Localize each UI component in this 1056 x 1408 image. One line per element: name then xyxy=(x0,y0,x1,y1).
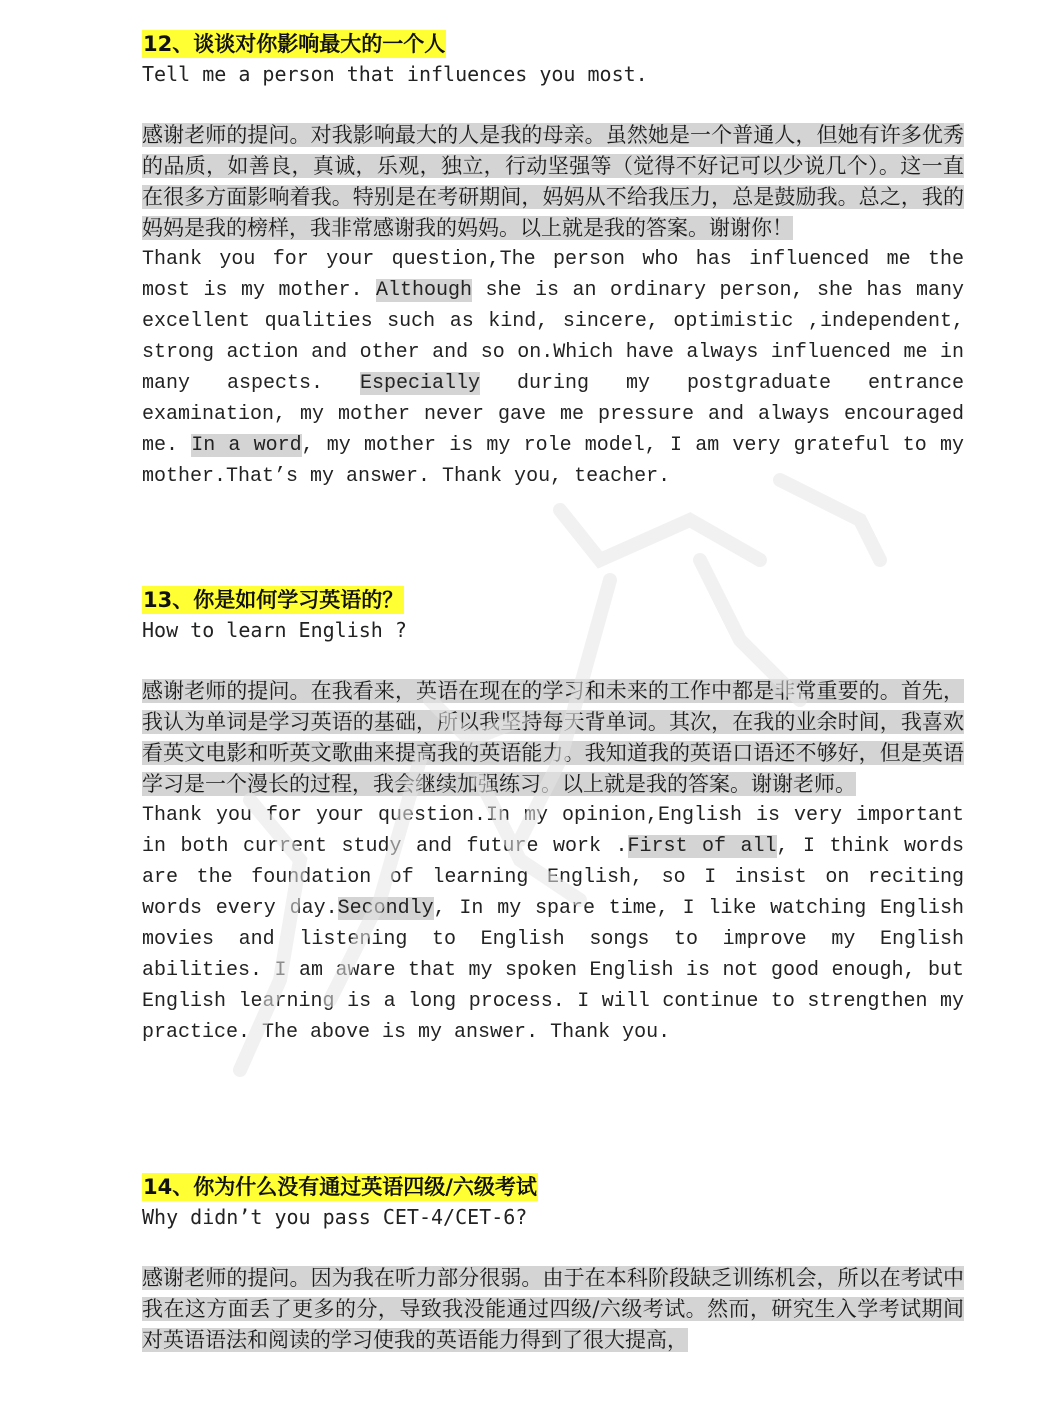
section-13 xyxy=(142,586,964,1048)
chinese-answer-text: 感谢老师的提问。因为我在听力部分很弱。由于在本科阶段缺乏训练机会，所以在考试中我在这方面丢了更多的分，导致我没能通过四级/六级考试。然而，研究生入学考试期间对英语语法和阅读的学习使我的英语能力得到了很大提高， xyxy=(142,1266,964,1352)
english-text: , In my spare time, I like watching English movies and listening to English songs to improve my English abilities. I am aware that my spoken English is not good enough, but English learning is a long process. I will continue to strengthen my practice. The above is my answer. Thank you. xyxy=(142,897,964,1044)
watermark-stroke xyxy=(780,480,880,560)
section-14 xyxy=(142,1173,964,1356)
english-text: Thank you for your question,The person who has influenced me the most is my mother. xyxy=(142,248,964,302)
chinese-answer xyxy=(142,1263,964,1356)
section-heading: 12、谈谈对你影响最大的一个人 xyxy=(143,32,446,56)
section-question: Why didn’t you pass CET-4/CET-6? xyxy=(142,1205,528,1229)
highlighted-phrase: Although xyxy=(376,279,473,302)
section-question: Tell me a person that influences you most. xyxy=(142,62,648,86)
chinese-answer xyxy=(142,676,964,800)
english-answer xyxy=(142,800,964,1048)
section-12 xyxy=(142,30,964,492)
watermark-stroke xyxy=(560,510,760,560)
english-text: she is an ordinary person, she has many excellent qualities such as kind, sincere, optimistic ,independent, strong action and other and so on.Which have always influenced me in many aspects. xyxy=(142,279,964,395)
english-answer xyxy=(142,244,964,492)
chinese-answer xyxy=(142,120,964,244)
highlighted-phrase: In a word xyxy=(191,434,302,457)
english-text: , I think words are the foundation of learning English, so I insist on reciting words every day. xyxy=(142,835,964,920)
english-text: Thank you for your question.In my opinion,English is very important in both current study and future work . xyxy=(142,804,964,858)
highlighted-phrase: Especially xyxy=(360,372,481,395)
english-text: during my postgraduate entrance examination, my mother never gave me pressure and always encouraged me. xyxy=(142,372,965,457)
section-question: How to learn English ? xyxy=(142,618,407,642)
section-heading: 13、你是如何学习英语的？ xyxy=(143,588,404,612)
english-text: , my mother is my role model, I am very grateful to my mother.That’s my answer. Thank you, teacher. xyxy=(142,434,964,488)
chinese-answer-text: 感谢老师的提问。对我影响最大的人是我的母亲。虽然她是一个普通人，但她有许多优秀的品质，如善良，真诚，乐观，独立，行动坚强等（觉得不好记可以少说几个）。这一直在很多方面影响着我。特别是在考研期间，妈妈从不给我压力，总是鼓励我。总之，我的妈妈是我的榜样，我非常感谢我的妈妈。以上就是我的答案。谢谢你！ xyxy=(142,123,964,240)
chinese-answer-text: 感谢老师的提问。在我看来，英语在现在的学习和未来的工作中都是非常重要的。首先，我认为单词是学习英语的基础，所以我坚持每天背单词。其次，在我的业余时间，我喜欢看英文电影和听英文歌曲来提高我的英语能力。我知道我的英语口语还不够好，但是英语学习是一个漫长的过程，我会继续加强练习。以上就是我的答案。谢谢老师。 xyxy=(142,679,964,796)
highlighted-phrase: First of all xyxy=(627,835,777,858)
section-heading: 14、你为什么没有通过英语四级/六级考试 xyxy=(143,1175,537,1199)
highlighted-phrase: Secondly xyxy=(337,897,434,920)
